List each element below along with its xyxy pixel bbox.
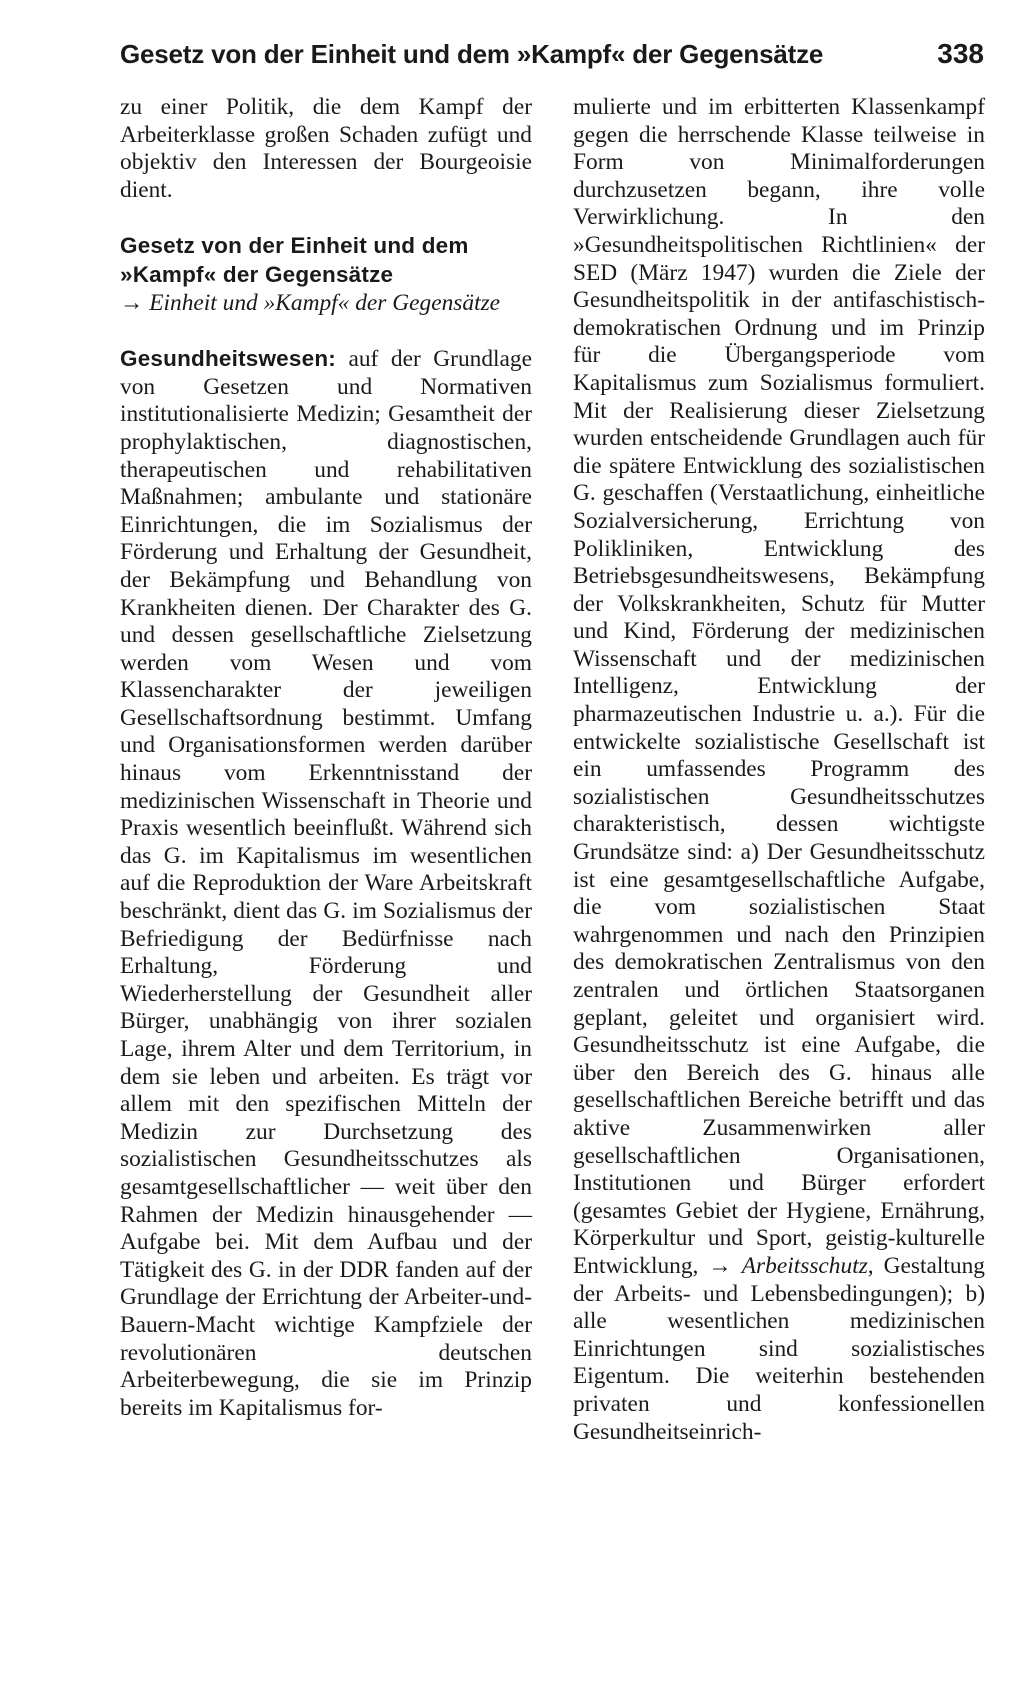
entry-body-continued — [573, 94, 985, 1446]
cross-reference-arrow-icon: → — [708, 1252, 732, 1279]
running-head-title: Gesetz von der Einheit und dem »Kampf« der Gegensätze — [120, 39, 824, 69]
body-text: mulierte und im erbitterten Klassenkampf gegen die herrschende Klasse teilweise in Form von Minimalforderungen durchzusetzen begann, ihre volle Verwirklichung. In den »Gesundheitspolitischen Richtlinien« der SED (März 1947) wurden die Ziele der Gesundheitspolitik in der antifaschistisch-demokratischen Ordnung und im Prinzip für die Übergangsperiode vom Kapitalismus zum Sozialismus formuliert. Mit der Realisierung dieser Zielsetzung wurden entscheidende Grundlagen auch für die spätere Entwicklung des sozialistischen G. geschaffen (Verstaatlichung, einheitliche Sozialversicherung, Errichtung von Polikliniken, Entwicklung des Betriebsgesundheitswesens, Bekämpfung der Volkskrankheiten, Schutz für Mutter und Kind, Förderung der medizinischen Wissenschaft und der medizinischen Intelligenz, Entwicklung der pharmazeutischen Industrie u. a.). Für die entwickelte sozialistische Gesellschaft ist ein umfassendes Programm des sozialistischen Gesundheitsschutzes charakteristisch, dessen wichtigste Grundsätze sind: a) Der Gesundheitsschutz ist eine gesamtgesellschaftliche Aufgabe, die vom sozialistischen Staat wahrgenommen und nach den Prinzipien des demokratischen Zentralismus von den zentralen und örtlichen Staatsorganen geplant, geleitet und organisiert wird. Gesundheitsschutz ist eine Aufgabe, die über den Bereich des G. hinaus alle gesellschaftlichen Bereiche betrifft und das aktive Zusammenwirken aller gesellschaftlichen Organisationen, Institutionen und Bürger erfordert (gesamtes Gebiet der Hygiene, Ernährung, Körperkultur und Sport, geistig-kulturelle Entwicklung, — [573, 94, 985, 1279]
entry-gesetz — [120, 232, 532, 317]
cross-reference-arrow-icon: → — [120, 289, 144, 316]
entry-gap — [120, 204, 532, 232]
entry-gesundheitswesen — [120, 345, 532, 1422]
entry-headword: Gesetz von der Einheit und dem »Kampf« der Gegensätze — [120, 233, 469, 287]
left-column — [120, 94, 532, 1422]
entry-body: auf der Grundlage von Gesetzen und Normativen institutionalisierte Medizin; Gesamtheit der prophylaktischen, diagnostischen, therapeutischen und rehabilitativen Maßnahmen; ambulante und stationäre Einrichtungen, die im Sozialismus der Förderung und Erhaltung der Gesundheit, der Bekämpfung und Behandlung von Krankheiten dienen. Der Charakter des G. und dessen gesellschaftliche Zielsetzung werden vom Wesen und vom Klassencharakter der jeweiligen Gesellschaftsordnung bestimmt. Umfang und Organisationsformen werden darüber hinaus vom Erkenntnisstand der medizinischen Wissenschaft in Theorie und Praxis wesentlich beeinflußt. Während sich das G. im Kapitalismus im wesentlichen auf die Reproduktion der Ware Arbeitskraft beschränkt, dient das G. im Sozialismus der Befriedigung der Bedürfnisse nach Erhaltung, Förderung und Wiederherstellung der Gesundheit aller Bürger, unabhängig von ihrer sozialen Lage, ihrem Alter und dem Territorium, in dem sie leben und arbeiten. Es trägt vor allem mit den spezifischen Mitteln der Medizin zur Durchsetzung des sozialistischen Gesundheitsschutzes als gesamtgesellschaftlicher — weit über den Rahmen der Medizin hinausgehender — Aufgabe bei. Mit dem Aufbau und der Tätigkeit des G. in der DDR fanden auf der Grundlage der Errichtung der Arbeiter-und-Bauern-Macht wichtige Kampfziele der revolutionären deutschen Arbeiterbewegung, die sie im Prinzip bereits im Kapitalismus for- — [120, 346, 532, 1421]
entry-gap — [120, 317, 532, 345]
continued-paragraph: zu einer Politik, die dem Kampf der Arbeiterklasse großen Schaden zufügt und objektiv den Interessen der Bourgeoisie dient. — [120, 94, 532, 203]
cross-reference-link[interactable]: Arbeitsschutz — [741, 1252, 868, 1279]
entry-headword: Gesundheitswesen: — [120, 346, 336, 372]
running-header — [120, 38, 984, 78]
cross-reference-link[interactable]: Einheit und »Kampf« der Gegensätze — [149, 289, 501, 316]
right-column — [573, 94, 985, 1446]
page-number: 338 — [937, 38, 984, 69]
body-text: , Gestaltung der Arbeits- und Lebensbedingungen); b) alle wesentlichen medizinischen Einrichtungen sind sozialistisches Eigentum. Die weiterhin bestehenden privaten und konfessionellen Gesundheitseinrich- — [573, 1252, 985, 1445]
